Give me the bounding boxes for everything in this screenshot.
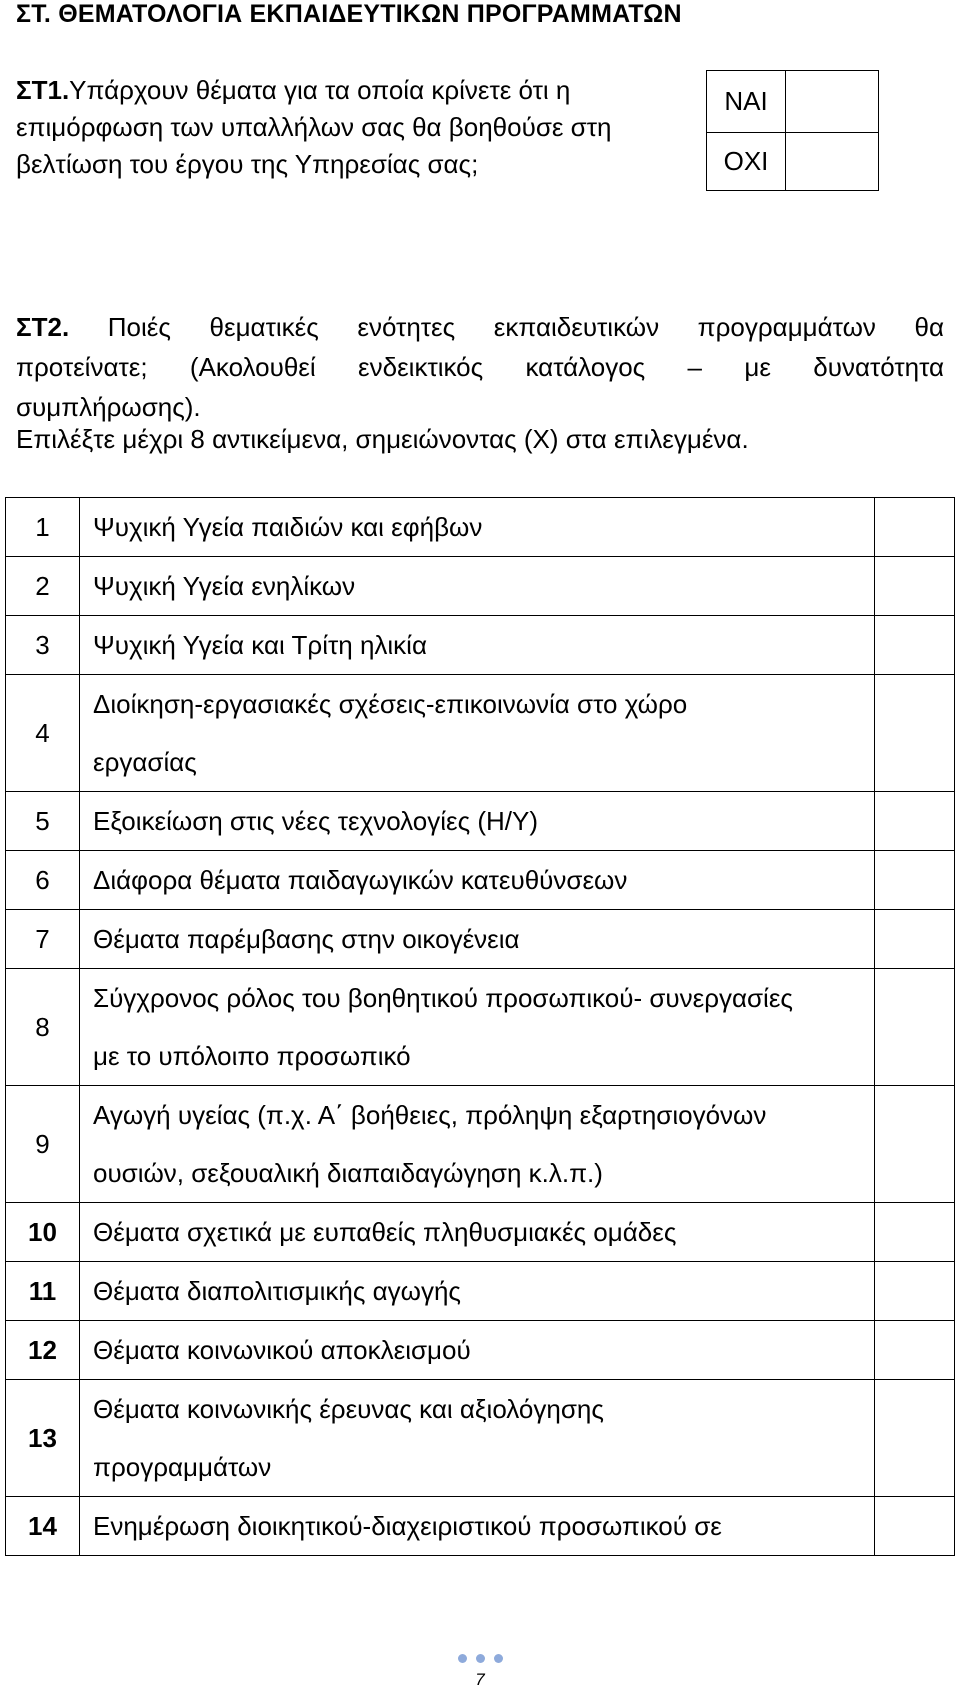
question-st2-line-2: προτείνατε; (Ακολουθεί ενδεικτικός κατάλογος – με δυνατότητα: [16, 352, 944, 382]
topic-mark-box[interactable]: [875, 557, 955, 616]
topic-row: [6, 910, 955, 969]
topic-number: 14: [6, 1497, 80, 1556]
topic-label: [80, 1203, 875, 1262]
topic-mark-box[interactable]: [875, 969, 955, 1086]
topic-label-line: ουσιών, σεξουαλική διαπαιδαγώγηση κ.λ.π.): [93, 1158, 603, 1188]
question-st2: [16, 307, 944, 427]
question-st1-line-2: επιμόρφωση των υπαλλήλων σας θα βοηθούσε στη: [16, 112, 612, 142]
topic-number: 9: [6, 1086, 80, 1203]
topic-label: [80, 969, 875, 1086]
topic-label-line: Διοίκηση-εργασιακές σχέσεις-επικοινωνία στο χώρο: [93, 689, 688, 719]
topic-number: 2: [6, 557, 80, 616]
topic-label: [80, 1497, 875, 1556]
topics-table: [5, 497, 955, 1556]
topic-number: 12: [6, 1321, 80, 1380]
topic-mark-box[interactable]: [875, 1203, 955, 1262]
topic-label-line: Αγωγή υγείας (π.χ. Α΄ βοήθειες, πρόληψη εξαρτησιογόνων: [93, 1100, 767, 1130]
topic-mark-box[interactable]: [875, 1321, 955, 1380]
topic-row: [6, 675, 955, 792]
topic-number: 1: [6, 498, 80, 557]
topic-row: [6, 1321, 955, 1380]
topic-label: [80, 792, 875, 851]
topic-label-line: Ψυχική Υγεία ενηλίκων: [93, 571, 356, 601]
topic-number: 13: [6, 1380, 80, 1497]
topic-label: [80, 1321, 875, 1380]
topic-row: [6, 1497, 955, 1556]
topic-number: 6: [6, 851, 80, 910]
topic-row: [6, 792, 955, 851]
topic-label-line: Ενημέρωση διοικητικού-διαχειριστικού προσωπικού σε: [93, 1511, 722, 1541]
topic-number: 11: [6, 1262, 80, 1321]
answer-label-no: ΟΧΙ: [707, 133, 786, 191]
question-st1-line-1: Υπάρχουν θέματα για τα οποία κρίνετε ότι η: [69, 75, 571, 105]
topic-mark-box[interactable]: [875, 1380, 955, 1497]
topic-mark-box[interactable]: [875, 498, 955, 557]
topic-mark-box[interactable]: [875, 1497, 955, 1556]
topic-number: 5: [6, 792, 80, 851]
topic-label: [80, 1380, 875, 1497]
footer-dot: [476, 1654, 485, 1663]
answer-row-yes: [707, 71, 879, 133]
answer-row-no: [707, 133, 879, 191]
question-st1: [16, 72, 696, 183]
topic-mark-box[interactable]: [875, 910, 955, 969]
answer-checkbox-no[interactable]: [786, 133, 879, 191]
topic-label-line: Θέματα κοινωνικής έρευνας και αξιολόγησης: [93, 1394, 604, 1424]
yes-no-answer-table: [706, 70, 879, 191]
section-heading: ΣΤ. ΘΕΜΑΤΟΛΟΓΙΑ ΕΚΠΑΙΔΕΥΤΙΚΩΝ ΠΡΟΓΡΑΜΜΑΤΩΝ: [16, 0, 682, 28]
topic-mark-box[interactable]: [875, 1262, 955, 1321]
topic-mark-box[interactable]: [875, 792, 955, 851]
topic-mark-box[interactable]: [875, 1086, 955, 1203]
topic-row: [6, 557, 955, 616]
topic-number: 10: [6, 1203, 80, 1262]
topic-label-line: Ψυχική Υγεία και Τρίτη ηλικία: [93, 630, 427, 660]
topic-number: 8: [6, 969, 80, 1086]
question-st2-line-1: ΣΤ2. Ποιές θεματικές ενότητες εκπαιδευτικών προγραμμάτων θα: [16, 312, 944, 342]
topic-row: [6, 1203, 955, 1262]
footer-dot: [494, 1654, 503, 1663]
topic-number: 7: [6, 910, 80, 969]
topic-label-line: Διάφορα θέματα παιδαγωγικών κατευθύνσεων: [93, 865, 628, 895]
topic-mark-box[interactable]: [875, 851, 955, 910]
topic-label-line: με το υπόλοιπο προσωπικό: [93, 1041, 411, 1071]
topic-label: [80, 1262, 875, 1321]
topic-label: [80, 910, 875, 969]
topic-row: [6, 969, 955, 1086]
topic-row: [6, 616, 955, 675]
topic-label-line: Θέματα διαπολιτισμικής αγωγής: [93, 1276, 461, 1306]
topic-row: [6, 851, 955, 910]
topic-label-line: προγραμμάτων: [93, 1452, 272, 1482]
topic-label-line: εργασίας: [93, 747, 197, 777]
question-st1-id: ΣΤ1.: [16, 75, 70, 105]
answer-label-yes: ΝΑΙ: [707, 71, 786, 133]
question-st1-line-3: βελτίωση του έργου της Υπηρεσίας σας;: [16, 149, 479, 179]
footer-dots: [0, 1654, 960, 1663]
topic-label-line: Σύγχρονος ρόλος του βοηθητικού προσωπικού- συνεργασίες: [93, 983, 793, 1013]
selection-instruction: Επιλέξτε μέχρι 8 αντικείμενα, σημειώνοντας (Χ) στα επιλεγμένα.: [16, 424, 749, 454]
topic-row: [6, 1262, 955, 1321]
topic-number: 4: [6, 675, 80, 792]
topic-label: [80, 851, 875, 910]
topic-mark-box[interactable]: [875, 616, 955, 675]
topic-label-line: Εξοικείωση στις νέες τεχνολογίες (Η/Υ): [93, 806, 539, 836]
page-footer: [0, 1654, 960, 1663]
topic-mark-box[interactable]: [875, 675, 955, 792]
topic-label: [80, 616, 875, 675]
answer-checkbox-yes[interactable]: [786, 71, 879, 133]
topic-label-line: Θέματα σχετικά με ευπαθείς πληθυσμιακές ομάδες: [93, 1217, 677, 1247]
topic-label: [80, 1086, 875, 1203]
question-st2-id: ΣΤ2.: [16, 312, 70, 342]
topic-label: [80, 498, 875, 557]
topic-row: [6, 1380, 955, 1497]
page-number: 7: [475, 1670, 485, 1689]
topic-label-line: Θέματα παρέμβασης στην οικογένεια: [93, 924, 520, 954]
topic-number: 3: [6, 616, 80, 675]
topic-row: [6, 1086, 955, 1203]
topic-label-line: Θέματα κοινωνικού αποκλεισμού: [93, 1335, 471, 1365]
topic-label: [80, 675, 875, 792]
topic-label: [80, 557, 875, 616]
question-st2-line-3: συμπλήρωσης).: [16, 392, 201, 422]
footer-dot: [458, 1654, 467, 1663]
topic-row: [6, 498, 955, 557]
topic-label-line: Ψυχική Υγεία παιδιών και εφήβων: [93, 512, 483, 542]
